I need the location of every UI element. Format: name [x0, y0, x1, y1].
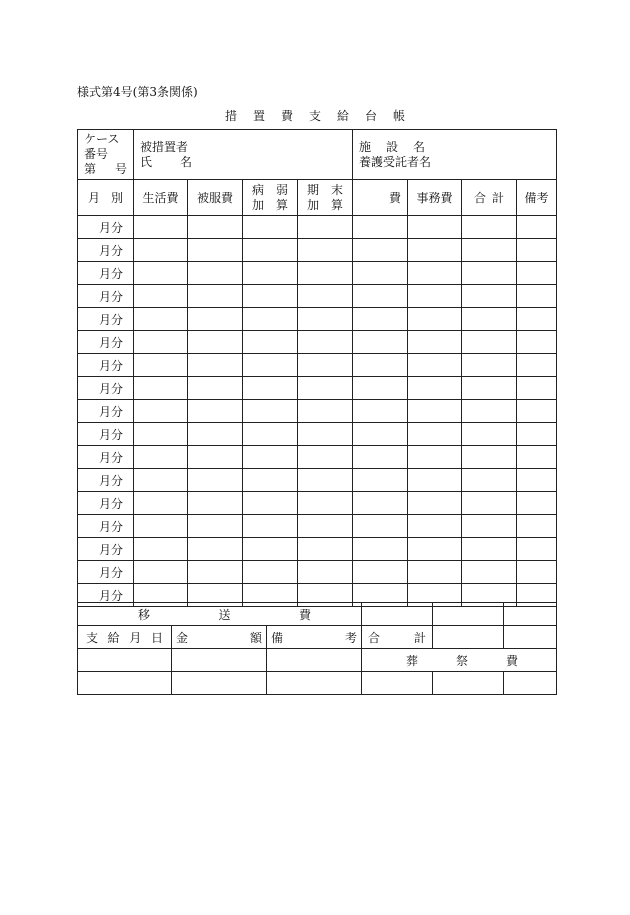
blank-cell	[78, 649, 172, 672]
blank-cell	[172, 672, 267, 695]
col-living: 生活費	[134, 180, 188, 216]
entry-cell	[408, 423, 462, 446]
blank-cell	[433, 626, 504, 649]
entry-cell	[298, 354, 353, 377]
entry-cell	[517, 308, 557, 331]
entry-cell	[353, 469, 408, 492]
entry-cell	[188, 331, 243, 354]
col-total: 合 計	[462, 180, 517, 216]
table-row	[78, 262, 557, 285]
entry-cell	[243, 331, 298, 354]
entry-cell	[462, 561, 517, 584]
entry-cell	[353, 308, 408, 331]
entry-cell	[243, 423, 298, 446]
entry-cell	[188, 446, 243, 469]
entry-cell	[134, 561, 188, 584]
facility-name-cell: 施 設 名 養護受託者名	[353, 130, 557, 180]
entry-cell	[462, 538, 517, 561]
entry-cell	[188, 308, 243, 331]
month-cell: 月分	[78, 423, 134, 446]
entry-cell	[462, 377, 517, 400]
blank-cell	[504, 603, 557, 626]
entry-cell	[353, 446, 408, 469]
entry-cell	[243, 561, 298, 584]
month-cell: 月分	[78, 239, 134, 262]
entry-cell	[408, 469, 462, 492]
entry-cell	[517, 492, 557, 515]
blank-cell	[504, 672, 557, 695]
ledger-table	[77, 129, 557, 607]
entry-cell	[408, 400, 462, 423]
entry-cell	[408, 354, 462, 377]
entry-cell	[298, 561, 353, 584]
entry-cell	[462, 331, 517, 354]
entry-cell	[517, 262, 557, 285]
transport-header: 移 送 費	[78, 603, 362, 626]
entry-cell	[517, 216, 557, 239]
ledger-rows	[78, 216, 557, 607]
entry-cell	[243, 239, 298, 262]
entry-cell	[353, 561, 408, 584]
blank-cell	[433, 603, 504, 626]
table-row	[78, 354, 557, 377]
entry-cell	[243, 492, 298, 515]
entry-cell	[353, 377, 408, 400]
month-cell: 月分	[78, 538, 134, 561]
entry-cell	[408, 216, 462, 239]
entry-cell	[353, 492, 408, 515]
col-term-addition: 期 末 加 算	[298, 180, 353, 216]
entry-cell	[298, 262, 353, 285]
amount-label: 金 額	[172, 626, 267, 649]
month-cell: 月分	[78, 216, 134, 239]
table-row	[78, 400, 557, 423]
table-row	[78, 515, 557, 538]
entry-cell	[298, 469, 353, 492]
person-name-cell: 被措置者 氏 名	[134, 130, 353, 180]
entry-cell	[298, 492, 353, 515]
entry-cell	[134, 538, 188, 561]
month-cell: 月分	[78, 400, 134, 423]
month-cell: 月分	[78, 377, 134, 400]
entry-cell	[517, 469, 557, 492]
table-row	[78, 377, 557, 400]
col-month: 月 別	[78, 180, 134, 216]
entry-cell	[188, 423, 243, 446]
entry-cell	[243, 538, 298, 561]
table-row	[78, 538, 557, 561]
table-row	[78, 239, 557, 262]
entry-cell	[298, 308, 353, 331]
entry-cell	[134, 308, 188, 331]
entry-cell	[188, 285, 243, 308]
table-row	[78, 469, 557, 492]
entry-cell	[462, 308, 517, 331]
entry-cell	[517, 354, 557, 377]
entry-cell	[298, 377, 353, 400]
case-number-cell: ケース番号 第 号	[78, 130, 134, 180]
entry-cell	[243, 469, 298, 492]
table-row	[78, 216, 557, 239]
entry-cell	[408, 285, 462, 308]
entry-cell	[462, 515, 517, 538]
month-cell: 月分	[78, 584, 134, 607]
entry-cell	[298, 400, 353, 423]
table-row	[78, 561, 557, 584]
entry-cell	[188, 492, 243, 515]
entry-cell	[188, 561, 243, 584]
entry-cell	[517, 515, 557, 538]
blank-cell	[504, 626, 557, 649]
entry-cell	[517, 423, 557, 446]
blank-cell	[267, 649, 362, 672]
transport-funeral-table	[77, 602, 557, 695]
entry-cell	[243, 308, 298, 331]
entry-cell	[134, 446, 188, 469]
entry-cell	[243, 515, 298, 538]
entry-cell	[188, 515, 243, 538]
month-cell: 月分	[78, 446, 134, 469]
entry-cell	[188, 239, 243, 262]
entry-cell	[462, 354, 517, 377]
entry-cell	[188, 216, 243, 239]
pay-date-label: 支 給 月 日	[78, 626, 172, 649]
entry-cell	[353, 400, 408, 423]
month-cell: 月分	[78, 492, 134, 515]
entry-cell	[134, 515, 188, 538]
entry-cell	[408, 515, 462, 538]
entry-cell	[134, 262, 188, 285]
entry-cell	[188, 377, 243, 400]
entry-cell	[188, 538, 243, 561]
entry-cell	[134, 239, 188, 262]
blank-cell	[362, 672, 433, 695]
entry-cell	[408, 308, 462, 331]
entry-cell	[517, 561, 557, 584]
blank-cell	[78, 672, 172, 695]
blank-cell	[172, 649, 267, 672]
entry-cell	[462, 285, 517, 308]
entry-cell	[517, 377, 557, 400]
col-sick-addition: 病 弱 加 算	[243, 180, 298, 216]
entry-cell	[134, 423, 188, 446]
entry-cell	[298, 515, 353, 538]
entry-cell	[134, 285, 188, 308]
blank-cell	[433, 672, 504, 695]
entry-cell	[188, 469, 243, 492]
entry-cell	[298, 331, 353, 354]
entry-cell	[408, 446, 462, 469]
table-row	[78, 285, 557, 308]
entry-cell	[408, 561, 462, 584]
entry-cell	[517, 400, 557, 423]
table-row	[78, 446, 557, 469]
entry-cell	[298, 538, 353, 561]
entry-cell	[408, 331, 462, 354]
entry-cell	[462, 262, 517, 285]
funeral-header: 葬 祭 費	[362, 649, 557, 672]
month-cell: 月分	[78, 354, 134, 377]
col-expense: 費	[353, 180, 408, 216]
entry-cell	[134, 354, 188, 377]
entry-cell	[134, 216, 188, 239]
blank-cell	[362, 603, 433, 626]
entry-cell	[298, 285, 353, 308]
entry-cell	[188, 354, 243, 377]
entry-cell	[134, 492, 188, 515]
entry-cell	[243, 377, 298, 400]
entry-cell	[462, 239, 517, 262]
table-row	[78, 308, 557, 331]
col-office: 事務費	[408, 180, 462, 216]
entry-cell	[462, 400, 517, 423]
entry-cell	[243, 354, 298, 377]
entry-cell	[243, 285, 298, 308]
entry-cell	[353, 216, 408, 239]
entry-cell	[353, 262, 408, 285]
entry-cell	[353, 354, 408, 377]
entry-cell	[408, 262, 462, 285]
month-cell: 月分	[78, 469, 134, 492]
entry-cell	[517, 239, 557, 262]
month-cell: 月分	[78, 561, 134, 584]
entry-cell	[462, 216, 517, 239]
entry-cell	[298, 239, 353, 262]
month-cell: 月分	[78, 262, 134, 285]
entry-cell	[408, 538, 462, 561]
page-title: 措置費支給台帳	[224, 109, 421, 123]
entry-cell	[188, 400, 243, 423]
entry-cell	[462, 423, 517, 446]
entry-cell	[517, 285, 557, 308]
month-cell: 月分	[78, 331, 134, 354]
form-label: 様式第4号(第3条関係)	[77, 85, 198, 99]
entry-cell	[298, 423, 353, 446]
entry-cell	[353, 331, 408, 354]
entry-cell	[517, 538, 557, 561]
table-row	[78, 492, 557, 515]
entry-cell	[134, 331, 188, 354]
entry-cell	[462, 446, 517, 469]
entry-cell	[353, 285, 408, 308]
month-cell: 月分	[78, 308, 134, 331]
entry-cell	[353, 239, 408, 262]
entry-cell	[462, 469, 517, 492]
entry-cell	[243, 262, 298, 285]
entry-cell	[353, 423, 408, 446]
entry-cell	[243, 400, 298, 423]
entry-cell	[134, 469, 188, 492]
total-label: 合 計	[362, 626, 433, 649]
entry-cell	[353, 515, 408, 538]
table-row	[78, 331, 557, 354]
entry-cell	[134, 377, 188, 400]
entry-cell	[408, 377, 462, 400]
month-cell: 月分	[78, 285, 134, 308]
col-remarks: 備考	[517, 180, 557, 216]
col-clothing: 被服費	[188, 180, 243, 216]
entry-cell	[408, 492, 462, 515]
entry-cell	[517, 331, 557, 354]
entry-cell	[408, 239, 462, 262]
month-cell: 月分	[78, 515, 134, 538]
entry-cell	[243, 216, 298, 239]
entry-cell	[462, 492, 517, 515]
entry-cell	[134, 400, 188, 423]
entry-cell	[298, 216, 353, 239]
entry-cell	[517, 446, 557, 469]
table-row	[78, 423, 557, 446]
entry-cell	[298, 446, 353, 469]
remarks-label: 備 考	[267, 626, 362, 649]
entry-cell	[353, 538, 408, 561]
blank-cell	[267, 672, 362, 695]
entry-cell	[243, 446, 298, 469]
entry-cell	[188, 262, 243, 285]
